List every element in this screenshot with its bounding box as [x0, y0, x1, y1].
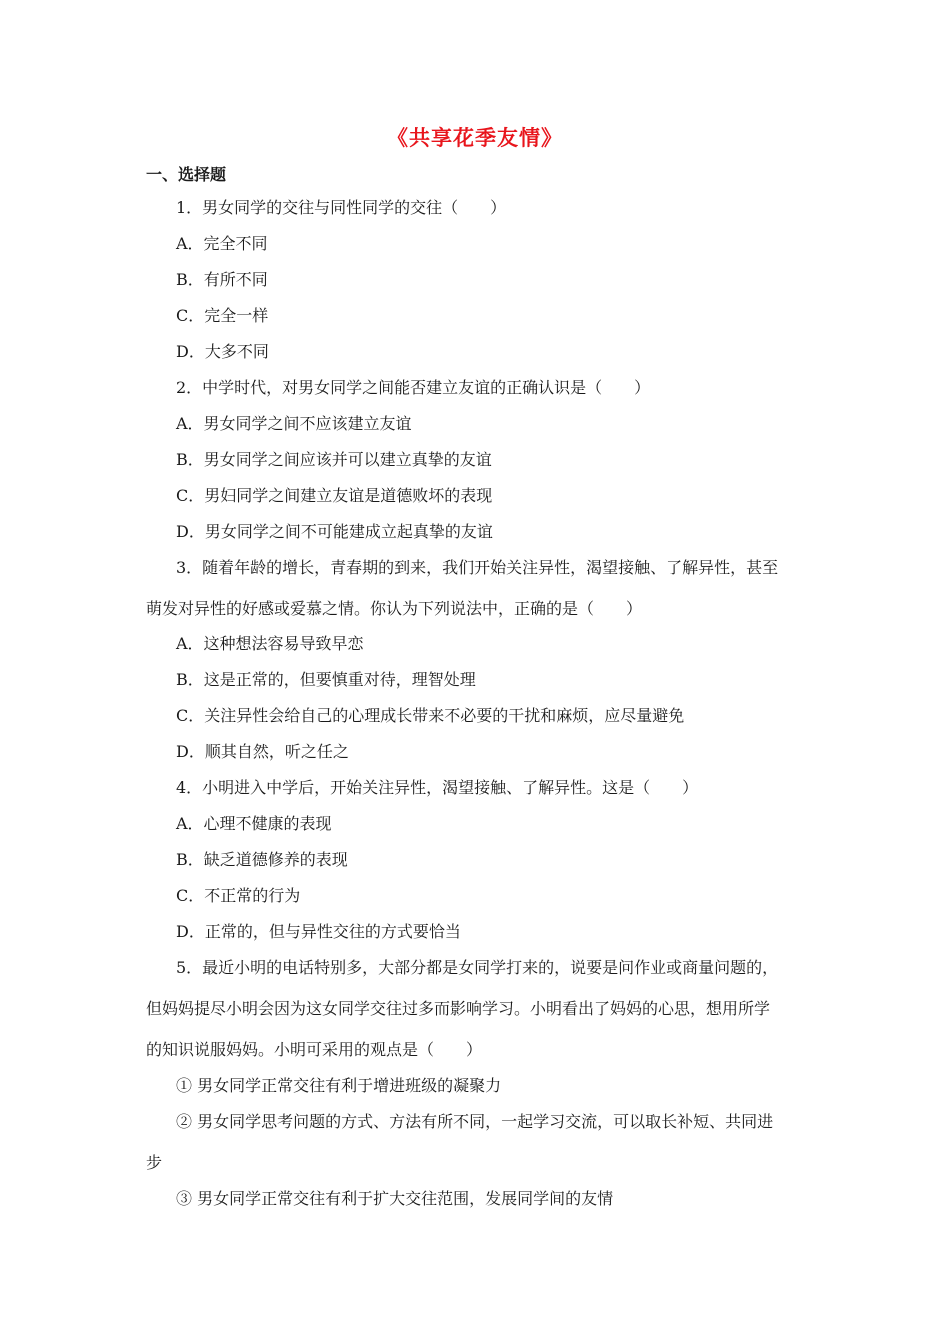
question-5-stem-line-2: 但妈妈提尽小明会因为这女同学交往过多而影响学习。小明看出了妈妈的心思，想用所学	[146, 999, 771, 1018]
q1-option-b: B．有所不同	[176, 270, 268, 289]
q4-option-c: C．不正常的行为	[176, 886, 301, 905]
q5-statement-1: ① 男女同学正常交往有利于增进班级的凝聚力	[176, 1076, 502, 1095]
q3-option-d: D．顺其自然，听之任之	[176, 742, 349, 761]
question-2-stem: 2．中学时代，对男女同学之间能否建立友谊的正确认识是（ ）	[176, 378, 651, 397]
question-5-stem-line-1: 5．最近小明的电话特别多，大部分都是女同学打来的，说要是问作业或商量问题的，	[176, 958, 779, 977]
q5-statement-2-line-2: 步	[146, 1153, 163, 1172]
q1-option-a: A．完全不同	[176, 234, 268, 253]
section-heading: 一、选择题	[146, 165, 227, 184]
q4-option-d: D．正常的，但与异性交往的方式要恰当	[176, 922, 461, 941]
question-5-stem-line-3: 的知识说服妈妈。小明可采用的观点是（ ）	[146, 1040, 483, 1059]
q2-option-d: D．男女同学之间不可能建成立起真挚的友谊	[176, 522, 493, 541]
q3-option-b: B．这是正常的，但要慎重对待，理智处理	[176, 670, 476, 689]
question-3-stem-line-1: 3．随着年龄的增长，青春期的到来，我们开始关注异性，渴望接触、了解异性，甚至	[176, 558, 779, 577]
question-4-stem: 4．小明进入中学后，开始关注异性，渴望接触、了解异性。这是（ ）	[176, 778, 699, 797]
question-1-stem: 1．男女同学的交往与同性同学的交往（ ）	[176, 198, 507, 217]
q2-option-c: C．男妇同学之间建立友谊是道德败坏的表现	[176, 486, 493, 505]
q5-statement-2-line-1: ② 男女同学思考问题的方式、方法有所不同，一起学习交流，可以取长补短、共同进	[176, 1112, 774, 1131]
q5-statement-3: ③ 男女同学正常交往有利于扩大交往范围，发展同学间的友情	[176, 1189, 614, 1208]
q1-option-c: C．完全一样	[176, 306, 269, 325]
q4-option-b: B．缺乏道德修养的表现	[176, 850, 348, 869]
q2-option-b: B．男女同学之间应该并可以建立真挚的友谊	[176, 450, 492, 469]
q4-option-a: A．心理不健康的表现	[176, 814, 332, 833]
q3-option-c: C．关注异性会给自己的心理成长带来不必要的干扰和麻烦，应尽量避免	[176, 706, 685, 725]
question-3-stem-line-2: 萌发对异性的好感或爱慕之情。你认为下列说法中，正确的是（ ）	[146, 599, 643, 618]
q3-option-a: A．这种想法容易导致早恋	[176, 634, 364, 653]
document-title: 《共享花季友情》	[387, 125, 563, 150]
q2-option-a: A．男女同学之间不应该建立友谊	[176, 414, 412, 433]
q1-option-d: D．大多不同	[176, 342, 269, 361]
